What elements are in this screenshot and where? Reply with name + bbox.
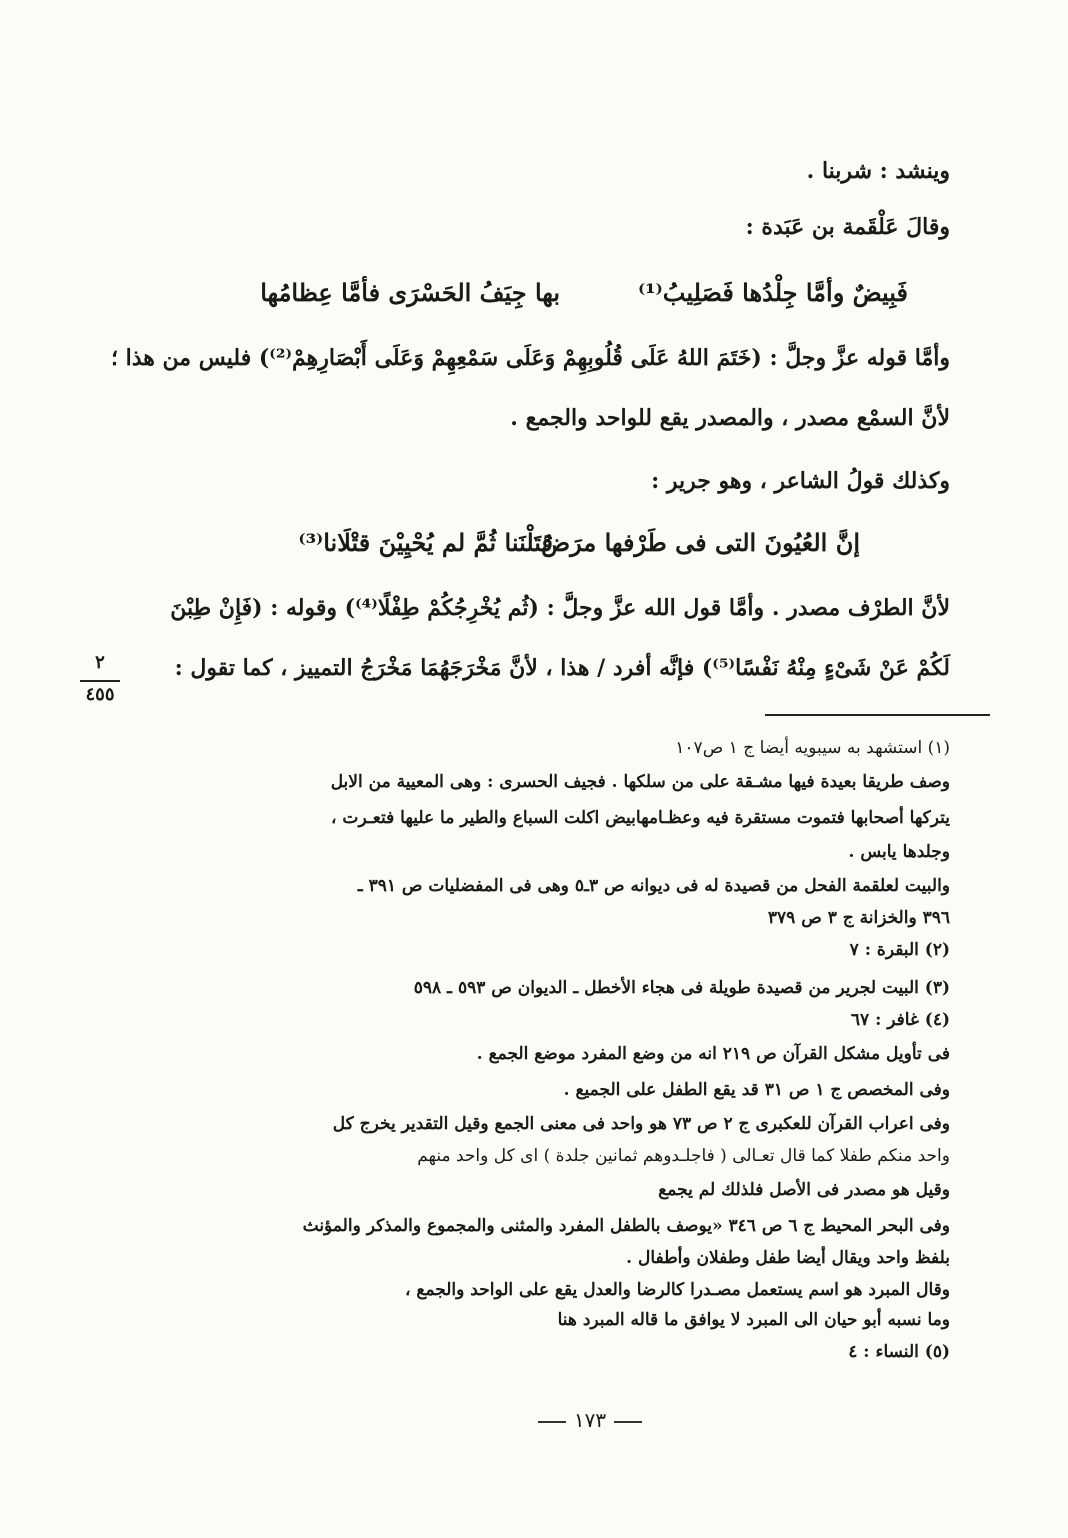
footnote-1: (١) استشهد به سيبويه أيضا ج ١ ص١٠٧ [675,738,950,758]
footnote-4-line-5: واحد منكم طفلا كما قال تعـالى ( فاجلـدوهم ثمانين جلدة ) اى كل واحد منهم [417,1146,950,1166]
verse-1-first-hemistich: بها جِيَفُ الحَسْرَى فأمَّا عِظامُها [260,278,560,307]
footnote-4-line-3: وفى المخصص ج ١ ص ٣١ قد يقع الطفل على الجميع . [563,1080,950,1100]
footnote-1-gloss-line-2: يتركها أصحابها فتموت مستقرة فيه وعظـامهابيض اكلت السباع والطير ما عليها فتعـرت ، [331,808,950,828]
footnote-separator [765,714,990,716]
footnote-4-line-8: بلفظ واحد ويقال أيضا طفل وطفلان وأطفال . [626,1248,950,1268]
page-number [520,1408,660,1432]
page-number-dash-right [538,1421,566,1423]
footnote-5: (٥) النساء : ٤ [848,1342,950,1362]
verse-2-first-hemistich: إنَّ العُيُونَ التى فى طَرْفها مرَضٌ [541,528,860,557]
footnote-3: (٣) البيت لجرير من قصيدة طويلة فى هجاء الأخطل ـ الديوان ص ٥٩٣ ـ ٥٩٨ [413,978,950,998]
footnote-4-line-7: وفى البحر المحيط ج ٦ ص ٣٤٦ «يوصف بالطفل المفرد والمثنى والمجموع والمذكر والمؤنث [302,1216,950,1236]
verse-2-second-hemistich: قتَلْنَنا ثُمَّ لم يُحْيِيْنَ قتْلَانا⁽³⁾ [298,528,553,557]
footnote-1-source-line-2: ٣٩٦ والخزانة ج ٣ ص ٣٧٩ [767,908,950,928]
footnote-1-source-line-1: والبيت لعلقمة الفحل من قصيدة له فى ديوانه ص ٣ـ٥ وهى فى المفضليات ص ٣٩١ ـ [357,876,950,896]
footnote-2: (٢) البقرة : ٧ [849,940,950,960]
paragraph-1-line-2: لأنَّ السمْع مصدر ، والمصدر يقع للواحد والجمع . [510,405,950,431]
footnote-4-line-10: وما نسبه أبو حيان الى المبرد لا يوافق ما قاله المبرد هنا [557,1310,950,1330]
body-line-3: وكذلك قولُ الشاعر ، وهو جرير : [651,468,950,494]
footnote-1-gloss-line-3: وجلدها يابس . [848,842,950,862]
footnote-4-line-6: وقيل هو مصدر فى الأصل فلذلك لم يجمع [658,1180,950,1200]
paragraph-2-line-1: لأنَّ الطرْف مصدر . وأمَّا قول الله عزَّ وجلَّ : (ثُم يُخْرِجُكُمْ طِفْلًا⁽⁴⁾) وقوله : (فَإِنْ طِبْنَ [170,595,950,621]
margin-folio-divider [80,680,120,682]
body-line-1: وينشد : شربنا . [806,158,950,184]
paragraph-2-line-2: لَكُمْ عَنْ شَىْءٍ مِنْهُ نَفْسًا⁽⁵⁾) فإنَّه أفرد / هذا ، لأنَّ مَخْرَجَهُمَا مَخْرَجُ التمييز ، كما تقول : [174,655,950,681]
paragraph-1-line-1: وأمَّا قوله عزَّ وجلَّ : (خَتَمَ اللهُ عَلَى قُلُوبِهِمْ وَعَلَى سَمْعِهِمْ وَعَلَى أَبْصَارِهِمْ⁽²⁾) فليس من هذا ؛ [110,345,950,371]
footnote-1-gloss-line-1: وصف طريقا بعيدة فيها مشـقة على من سلكها . فجيف الحسرى : وهى المعيية من الابل [330,772,950,792]
footnote-4: (٤) غافر : ٦٧ [850,1010,950,1030]
verse-1-second-hemistich: فَبِيضٌ وأمَّا جِلْدُها فَصَلِيبُ⁽¹⁾ [637,278,908,307]
page-number-value: ١٧٣ [573,1408,607,1432]
footnote-4-line-9: وقال المبرد هو اسم يستعمل مصـدرا كالرضا والعدل يقع على الواحد والجمع ، [405,1280,950,1300]
footnote-4-line-4: وفى اعراب القرآن للعكبرى ج ٢ ص ٧٣ هو واحد فى معنى الجمع وقيل التقدير يخرج كل [332,1114,950,1134]
margin-folio-bottom: ٤٥٥ [85,684,115,705]
margin-folio-top: ٢ [95,652,105,673]
page-number-dash-left [614,1421,642,1423]
body-line-2: وقالَ عَلْقَمة بن عَبَدة : [745,214,950,240]
footnote-4-line-2: فى تأويل مشكل القرآن ص ٢١٩ انه من وضع المفرد موضع الجمع . [476,1044,950,1064]
